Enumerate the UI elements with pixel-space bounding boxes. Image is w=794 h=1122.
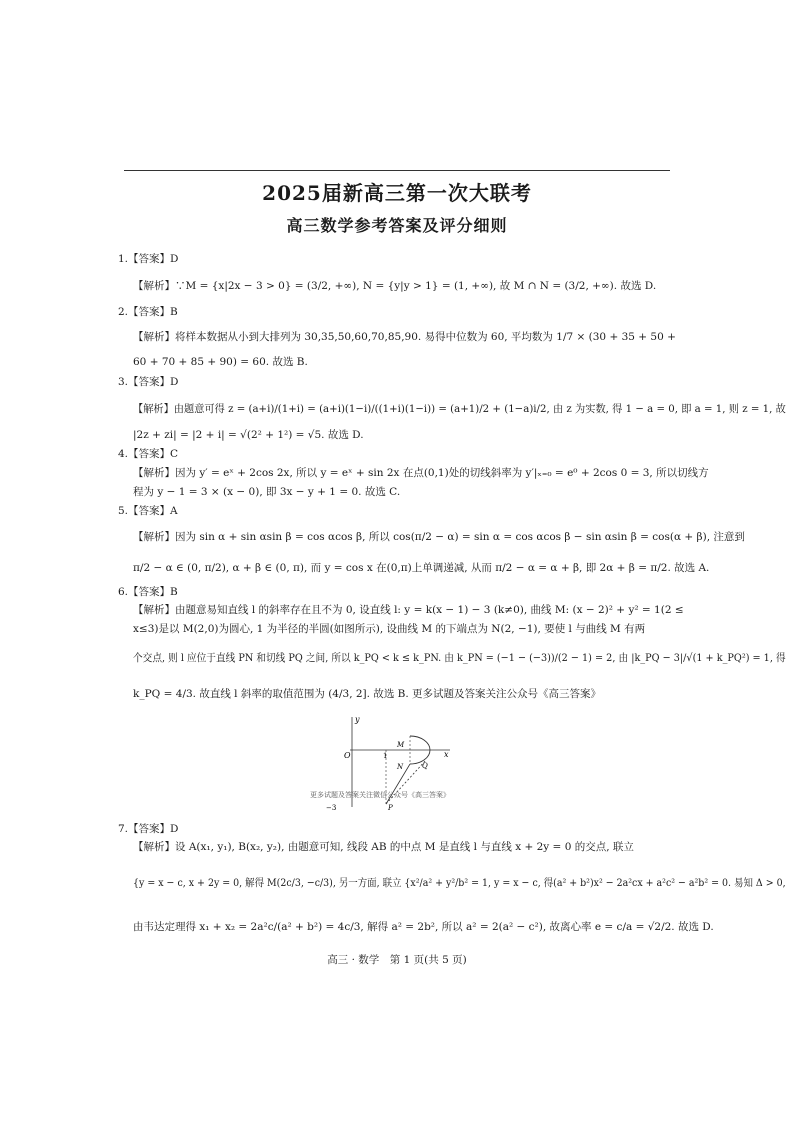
explanation-7-line-3: 由韦达定理得 x₁ + x₂ = 2a²c/(a² + b²) = 4c/3, 解得 a² = 2b², 所以 a² = 2(a² − c²), 故离心率 e = c/a = √2/2. 故选 D. [133,921,714,933]
explanation-6-line-2: x≤3)是以 M(2,0)为圆心, 1 为半径的半圆(如图所示), 设曲线 M 的下端点为 N(2, −1), 要使 l 与曲线 M 有两 [133,623,646,635]
explanation-3-line-2: |2z + zi| = |2 + i| = √(2² + 1²) = √5. 故选 D. [133,429,364,441]
explanation-5-line-2: π/2 − α ∈ (0, π/2), α + β ∈ (0, π), 而 y = cos x 在(0,π)上单调递减, 从而 π/2 − α = α + β, 即 2α + β = π/2. 故选 A. [133,562,710,574]
explanation-5-line-1: 【解析】因为 sin α + sin αsin β = cos αcos β, 所以 cos(π/2 − α) = sin α = cos αcos β − sin αsin β = cos(α + β), 注意到 [133,531,745,543]
explanation-7-line-2: {y = x − c, x + 2y = 0, 解得 M(2c/3, −c/3), 另一方面, 联立 {x²/a² + y²/b² = 1, y = x − c, 得(a² + b²)x² − 2a²cx + a²c² − a²b² = 0. 易知 Δ > 0, [133,877,786,889]
label-p: P [388,804,393,812]
label-one: 1 [383,752,388,760]
label-origin: O [344,751,351,760]
answer-6: 6.【答案】B [118,586,178,598]
answer-4: 4.【答案】C [118,448,179,460]
figure-caption: 更多试题及答案关注微信公众号《高三答案》 [310,791,450,799]
explanation-3-line-1: 【解析】由题意可得 z = (a+i)/(1+i) = (a+i)(1−i)/((1+i)(1−i)) = (a+1)/2 + (1−a)i/2, 由 z 为实数, 得 1 − a = 0, 即 a = 1, 则 z = 1, 故 [133,403,786,415]
explanation-4-line-1: 【解析】因为 y′ = eˣ + 2cos 2x, 所以 y = eˣ + sin 2x 在点(0,1)处的切线斜率为 y′|ₓ₌₀ = e⁰ + 2cos 0 = 3, 所以切线方 [133,467,709,479]
answer-7: 7.【答案】D [118,823,179,835]
label-y: y [355,715,360,724]
page-title: 2025届新高三第一次大联考 [262,181,532,205]
label-q: Q [422,762,428,770]
answer-1: 1.【答案】D [118,253,179,265]
answer-2: 2.【答案】B [118,306,178,318]
answer-3: 3.【答案】D [118,376,179,388]
header-rule [124,170,670,171]
explanation-1-line-1: 【解析】∵M = {x|2x − 3 > 0} = (3/2, +∞), N = {y|y > 1} = (1, +∞), 故 M ∩ N = (3/2, +∞). 故选 D. [133,280,657,292]
page-footer: 高三 · 数学 第 1 页(共 5 页) [327,954,467,966]
explanation-4-line-2: 程为 y − 1 = 3 × (x − 0), 即 3x − y + 1 = 0. 故选 C. [133,486,401,498]
label-m: M [397,741,405,749]
answer-5: 5.【答案】A [118,505,178,517]
label-minus-3: −3 [326,804,337,812]
page-subtitle: 高三数学参考答案及评分细则 [286,216,508,235]
label-n: N [397,763,404,771]
explanation-6-line-3: 个交点, 则 l 应位于直线 PN 和切线 PQ 之间, 所以 k_PQ < k ≤ k_PN. 由 k_PN = (−1 − (−3))/(2 − 1) = 2, 由 |k_PQ − 3|/√(1 + k_PQ²) = 1, 得 [133,652,786,664]
explanation-2-line-2: 60 + 70 + 85 + 90) = 60. 故选 B. [133,356,308,368]
explanation-7-line-1: 【解析】设 A(x₁, y₁), B(x₂, y₂), 由题意可知, 线段 AB 的中点 M 是直线 l 与直线 x + 2y = 0 的交点, 联立 [133,841,634,853]
label-x: x [444,750,449,759]
explanation-6-line-4: k_PQ = 4/3. 故直线 l 斜率的取值范围为 (4/3, 2]. 故选 B. 更多试题及答案关注公众号《高三答案》 [133,688,602,700]
explanation-2-line-1: 【解析】将样本数据从小到大排列为 30,35,50,60,70,85,90. 易得中位数为 60, 平均数为 1/7 × (30 + 35 + 50 + [133,331,676,343]
explanation-6-line-1: 【解析】由题意易知直线 l 的斜率存在且不为 0, 设直线 l: y = k(x − 1) − 3 (k≠0), 曲线 M: (x − 2)² + y² = 1(2 ≤ [133,604,684,616]
